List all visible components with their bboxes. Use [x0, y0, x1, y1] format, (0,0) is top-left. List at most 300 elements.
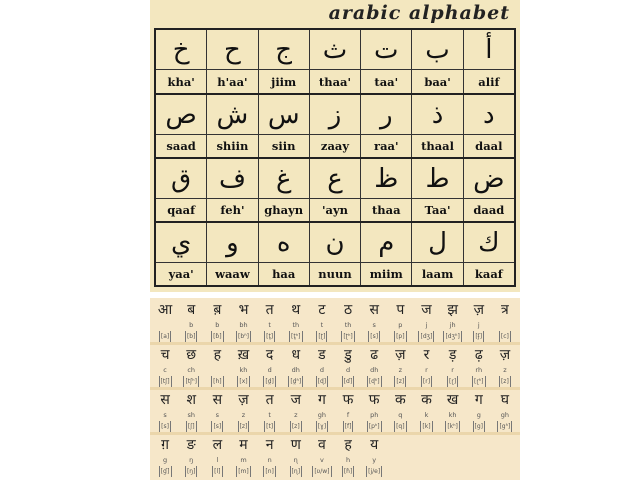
arabic-letter-cell — [207, 223, 258, 285]
devanagari-cell — [335, 345, 361, 387]
devanagari-ipa: [a] — [160, 333, 170, 340]
arabic-letter-name: taa' — [374, 75, 399, 89]
arabic-letter: ن — [310, 223, 360, 263]
arabic-letter-name: kha' — [167, 75, 195, 89]
arabic-letter-name: 'ayn — [321, 203, 348, 217]
devanagari-cell — [152, 435, 178, 477]
devanagari-cell — [387, 300, 413, 342]
arabic-letter: ع — [310, 159, 360, 199]
arabic-letter-name: miim — [369, 267, 403, 281]
devanagari-transliteration: h — [345, 456, 351, 464]
devanagari-ipa: [k] — [422, 423, 431, 430]
devanagari-letter: फ — [342, 392, 354, 408]
devanagari-transliteration: g — [163, 456, 168, 464]
devanagari-transliteration: ŋ — [189, 456, 194, 464]
devanagari-ipa: [l] — [214, 468, 221, 475]
arabic-letter: ث — [310, 30, 360, 70]
devanagari-letter: झ — [447, 302, 458, 318]
arabic-letter-name: zaay — [320, 139, 350, 153]
devanagari-cell — [283, 300, 309, 342]
devanagari-transliteration: l — [216, 456, 219, 464]
devanagari-letter: ड — [318, 347, 326, 363]
arabic-letter: ظ — [361, 159, 411, 199]
arabic-letter-cell — [412, 95, 463, 157]
devanagari-letter: ख — [446, 392, 459, 408]
devanagari-ipa: [s] — [213, 423, 222, 430]
devanagari-letter: ज — [290, 392, 301, 408]
devanagari-ipa: [g] — [474, 423, 483, 430]
devanagari-ipa: [r] — [422, 378, 431, 385]
arabic-letter-name: jiim — [271, 75, 297, 89]
devanagari-transliteration: gh — [500, 411, 510, 419]
arabic-letter-cell — [259, 95, 310, 157]
devanagari-row — [152, 435, 518, 477]
arabic-letter-cell — [310, 159, 361, 221]
devanagari-transliteration: s — [372, 321, 376, 329]
arabic-letter-name: haa — [272, 267, 296, 281]
arabic-letter-cell — [310, 95, 361, 157]
devanagari-cell — [335, 390, 361, 432]
arabic-letter-cell — [412, 159, 463, 221]
devanagari-transliteration: c — [163, 366, 167, 374]
devanagari-cell — [204, 390, 230, 432]
devanagari-transliteration: bh — [239, 321, 248, 329]
devanagari-ipa: [ɣ] — [317, 423, 327, 430]
devanagari-ipa: [z] — [500, 378, 509, 385]
devanagari-letter: श — [186, 392, 196, 408]
devanagari-cell — [361, 300, 387, 342]
devanagari-letter: ख़ — [237, 347, 250, 363]
devanagari-letter: य — [370, 437, 379, 453]
arabic-letter-name: thaa — [371, 203, 401, 217]
devanagari-letter: क — [394, 392, 406, 408]
devanagari-letter: ब़ — [213, 302, 222, 318]
devanagari-cell-empty — [440, 435, 466, 477]
devanagari-ipa: [kʰ] — [447, 423, 458, 430]
devanagari-cell — [309, 390, 335, 432]
devanagari-transliteration: t — [320, 321, 324, 329]
devanagari-letter: स — [160, 392, 170, 408]
devanagari-ipa: [dʒ] — [420, 333, 433, 340]
devanagari-letter: ध — [291, 347, 301, 363]
arabic-letter: ف — [207, 159, 257, 199]
arabic-row — [156, 159, 514, 221]
devanagari-cell — [257, 435, 283, 477]
devanagari-cell — [440, 300, 466, 342]
arabic-letter: و — [207, 223, 257, 263]
arabic-letter-cell — [259, 30, 310, 94]
arabic-letter: ط — [412, 159, 462, 199]
arabic-letter-cell — [207, 30, 258, 94]
devanagari-cell — [283, 345, 309, 387]
devanagari-ipa: [ɦ] — [343, 468, 353, 475]
devanagari-ipa: [ʃ] — [187, 423, 195, 430]
devanagari-letter: त्र — [501, 302, 509, 318]
devanagari-cell — [257, 345, 283, 387]
arabic-letter: س — [259, 95, 309, 135]
devanagari-letter: ग — [317, 392, 326, 408]
devanagari-letter: ज़ — [499, 347, 511, 363]
devanagari-letter: म — [239, 437, 248, 453]
devanagari-row — [152, 300, 518, 342]
arabic-letter: ه — [259, 223, 309, 263]
devanagari-ipa: [dʒʱ] — [445, 333, 460, 340]
arabic-letter-cell — [207, 95, 258, 157]
devanagari-letter: व — [318, 437, 326, 453]
devanagari-transliteration: th — [344, 321, 352, 329]
devanagari-ipa: [t̪ʰ] — [291, 333, 301, 340]
devanagari-letter: न — [265, 437, 274, 453]
devanagari-ipa: [s] — [370, 333, 379, 340]
arabic-letter: ز — [310, 95, 360, 135]
devanagari-transliteration: t — [268, 321, 271, 329]
arabic-letter-name: Taa' — [424, 203, 451, 217]
devanagari-ipa: [b] — [186, 333, 196, 340]
devanagari-letter: ज़ — [395, 347, 406, 363]
arabic-letter-cell — [361, 30, 412, 94]
devanagari-ipa: [p] — [396, 333, 405, 340]
devanagari-cell-empty — [413, 435, 439, 477]
arabic-letter: ح — [207, 30, 257, 70]
devanagari-ipa: [c] — [500, 333, 509, 340]
devanagari-letter: त — [265, 392, 274, 408]
devanagari-ipa: [ɽ] — [449, 378, 457, 385]
devanagari-letter: ज — [421, 302, 432, 318]
arabic-letter: ك — [464, 223, 514, 263]
devanagari-cell — [152, 390, 178, 432]
devanagari-letter: ड़ — [448, 347, 457, 363]
devanagari-letter: थ — [291, 302, 301, 318]
devanagari-cell — [361, 435, 387, 477]
devanagari-cell — [152, 345, 178, 387]
arabic-letter-name: daal — [475, 139, 503, 153]
devanagari-letter: ढ़ — [474, 347, 483, 363]
devanagari-letter: आ — [157, 302, 173, 318]
devanagari-ipa: [j/e] — [368, 468, 381, 475]
devanagari-letter: ग — [474, 392, 483, 408]
arabic-letter-grid — [154, 28, 516, 287]
devanagari-transliteration: dh — [370, 366, 379, 374]
devanagari-cell — [413, 345, 439, 387]
devanagari-letter: ग़ — [161, 437, 170, 453]
arabic-letter: خ — [156, 30, 206, 70]
devanagari-letter: ल — [212, 437, 223, 453]
devanagari-transliteration: z — [294, 411, 298, 419]
devanagari-alphabet-chart — [150, 298, 520, 480]
devanagari-letter: ह — [213, 347, 222, 363]
devanagari-cell — [204, 435, 230, 477]
devanagari-ipa: [f] — [344, 423, 352, 430]
arabic-letter: م — [361, 223, 411, 263]
devanagari-transliteration: j — [477, 321, 480, 329]
devanagari-ipa: [ɖʱ] — [368, 378, 380, 385]
devanagari-cell — [283, 435, 309, 477]
arabic-letter-cell — [464, 95, 514, 157]
devanagari-letter: द — [265, 347, 274, 363]
devanagari-cell — [413, 300, 439, 342]
arabic-letter-name: feh' — [220, 203, 245, 217]
devanagari-ipa: [pʰ] — [368, 423, 380, 430]
devanagari-letter: स — [369, 302, 379, 318]
devanagari-cell — [178, 300, 204, 342]
devanagari-ipa: [d̪ʱ] — [290, 378, 302, 385]
arabic-letter-cell — [464, 30, 514, 94]
arabic-letter-cell — [156, 223, 207, 285]
devanagari-letter: ब — [187, 302, 196, 318]
devanagari-ipa: [q] — [396, 423, 405, 430]
devanagari-transliteration: v — [319, 456, 324, 464]
devanagari-cell — [466, 345, 492, 387]
devanagari-cell — [335, 300, 361, 342]
devanagari-transliteration: k — [424, 411, 429, 419]
devanagari-cell — [283, 390, 309, 432]
devanagari-ipa: [z] — [396, 378, 405, 385]
devanagari-cell — [204, 300, 230, 342]
devanagari-cell-empty — [492, 435, 518, 477]
devanagari-cell — [257, 390, 283, 432]
devanagari-transliteration: s — [215, 411, 220, 419]
devanagari-ipa: [n] — [265, 468, 274, 475]
devanagari-ipa: [ʈ] — [318, 333, 326, 340]
devanagari-letter: ट — [318, 302, 326, 318]
arabic-letter-name: h'aa' — [217, 75, 248, 89]
devanagari-letter: क — [421, 392, 432, 408]
devanagari-transliteration: z — [241, 411, 246, 419]
devanagari-ipa: [bʱ] — [238, 333, 249, 340]
arabic-letter-cell — [156, 30, 207, 94]
devanagari-letter: छ — [186, 347, 197, 363]
devanagari-transliteration: kh — [239, 366, 248, 374]
devanagari-transliteration: jh — [449, 321, 456, 329]
arabic-letter-name: thaal — [421, 139, 455, 153]
devanagari-ipa: [ʋ/w] — [314, 468, 330, 475]
arabic-letter-cell — [464, 223, 514, 285]
devanagari-cell — [361, 345, 387, 387]
devanagari-cell — [440, 390, 466, 432]
devanagari-transliteration: kh — [448, 411, 457, 419]
devanagari-cell — [492, 390, 518, 432]
devanagari-ipa: [h] — [213, 378, 222, 385]
devanagari-ipa: [z] — [239, 423, 248, 430]
arabic-letter-cell — [259, 159, 310, 221]
devanagari-transliteration: p — [398, 321, 403, 329]
devanagari-cell — [387, 345, 413, 387]
devanagari-transliteration: d — [267, 366, 272, 374]
devanagari-transliteration: ph — [370, 411, 379, 419]
arabic-letter: ض — [464, 159, 514, 199]
arabic-letter: ت — [361, 30, 411, 70]
devanagari-letter: घ — [500, 392, 510, 408]
devanagari-transliteration: b — [189, 321, 194, 329]
devanagari-transliteration: s — [163, 411, 167, 419]
devanagari-transliteration: r — [451, 366, 454, 374]
devanagari-ipa: [ɖ] — [317, 378, 327, 385]
devanagari-letter: ज़ — [473, 302, 484, 318]
devanagari-cell — [309, 300, 335, 342]
devanagari-transliteration: z — [503, 366, 507, 374]
arabic-letter-name: shiin — [216, 139, 249, 153]
devanagari-ipa: [x] — [239, 378, 248, 385]
devanagari-transliteration: j — [425, 321, 428, 329]
arabic-letter: ذ — [412, 95, 462, 135]
arabic-letter: ب — [412, 30, 462, 70]
devanagari-ipa: [ʄ] — [475, 333, 483, 340]
arabic-letter-cell — [156, 95, 207, 157]
devanagari-letter: स — [212, 392, 223, 408]
arabic-letter-cell — [361, 223, 412, 285]
devanagari-cell — [178, 390, 204, 432]
arabic-letter-name: raa' — [374, 139, 399, 153]
devanagari-letter: ढ — [370, 347, 379, 363]
devanagari-transliteration: q — [398, 411, 403, 419]
devanagari-transliteration: rh — [475, 366, 483, 374]
devanagari-letter: ठ — [343, 302, 353, 318]
devanagari-transliteration: g — [476, 411, 481, 419]
devanagari-cell — [492, 345, 518, 387]
devanagari-ipa: [d̪] — [265, 378, 274, 385]
arabic-letter-name: kaaf — [474, 267, 503, 281]
devanagari-cell — [440, 345, 466, 387]
arabic-letter: ق — [156, 159, 206, 199]
arabic-letter: ص — [156, 95, 206, 135]
arabic-letter: ي — [156, 223, 206, 263]
arabic-letter-name: waaw — [215, 267, 250, 281]
arabic-letter-name: siin — [271, 139, 296, 153]
devanagari-transliteration: dh — [291, 366, 300, 374]
arabic-letter: ش — [207, 95, 257, 135]
devanagari-letter: भ — [238, 302, 249, 318]
arabic-letter-name: laam — [421, 267, 454, 281]
devanagari-cell — [178, 345, 204, 387]
devanagari-letter: ण — [290, 437, 301, 453]
arabic-alphabet-chart — [150, 0, 520, 292]
devanagari-transliteration: z — [398, 366, 403, 374]
arabic-letter-cell — [412, 30, 463, 94]
devanagari-cell-empty — [466, 435, 492, 477]
devanagari-ipa: [m] — [238, 468, 249, 475]
devanagari-ipa: [tʃ] — [160, 378, 170, 385]
arabic-letter-name: thaa' — [318, 75, 352, 89]
devanagari-transliteration: sh — [187, 411, 195, 419]
arabic-letter-cell — [412, 223, 463, 285]
arabic-letter: ج — [259, 30, 309, 70]
arabic-letter-name: daad — [473, 203, 505, 217]
arabic-letter-name: nuun — [318, 267, 352, 281]
arabic-letter-name: saad — [166, 139, 196, 153]
devanagari-letter: ज़ — [238, 392, 249, 408]
arabic-letter-name: qaaf — [167, 203, 196, 217]
arabic-letter-cell — [259, 223, 310, 285]
devanagari-transliteration: y — [372, 456, 377, 464]
devanagari-cell — [309, 435, 335, 477]
devanagari-cell — [413, 390, 439, 432]
devanagari-cell — [230, 435, 256, 477]
arabic-letter-name: ghayn — [264, 203, 304, 217]
devanagari-transliteration: d — [345, 366, 351, 374]
devanagari-transliteration: ɳ — [293, 456, 298, 464]
arabic-letter: د — [464, 95, 514, 135]
devanagari-ipa: [tʃʰ] — [185, 378, 197, 385]
devanagari-ipa: [z] — [291, 423, 300, 430]
devanagari-letter: डु — [344, 347, 352, 363]
arabic-letter-cell — [464, 159, 514, 221]
arabic-letter-cell — [361, 159, 412, 221]
devanagari-ipa: [t̪] — [266, 333, 274, 340]
arabic-letter-name: alif — [478, 75, 500, 89]
devanagari-cell — [230, 345, 256, 387]
devanagari-ipa: [ɗ] — [343, 378, 353, 385]
devanagari-cell — [335, 435, 361, 477]
devanagari-letter: त — [265, 302, 274, 318]
devanagari-ipa: [ɳ] — [291, 468, 301, 475]
devanagari-letter: ह — [344, 437, 352, 453]
devanagari-letter: फ — [368, 392, 380, 408]
devanagari-transliteration: t — [268, 411, 271, 419]
devanagari-ipa: [ɓ] — [213, 333, 222, 340]
devanagari-transliteration: ch — [187, 366, 196, 374]
devanagari-letter: र — [423, 347, 430, 363]
devanagari-letter: ङ — [186, 437, 196, 453]
devanagari-ipa: [ɠ] — [160, 468, 170, 475]
arabic-letter-cell — [156, 159, 207, 221]
arabic-letter-cell — [310, 30, 361, 94]
devanagari-cell — [466, 390, 492, 432]
devanagari-cell — [257, 300, 283, 342]
devanagari-cell — [361, 390, 387, 432]
devanagari-cell — [492, 300, 518, 342]
devanagari-cell — [309, 345, 335, 387]
devanagari-ipa: [t] — [266, 423, 274, 430]
devanagari-row — [152, 345, 518, 387]
devanagari-cell-empty — [387, 435, 413, 477]
arabic-letter: غ — [259, 159, 309, 199]
devanagari-transliteration: d — [319, 366, 324, 374]
devanagari-ipa: [ŋ] — [186, 468, 196, 475]
devanagari-cell — [230, 300, 256, 342]
arabic-row — [156, 30, 514, 94]
devanagari-cell — [387, 390, 413, 432]
devanagari-ipa: [ɽʱ] — [473, 378, 484, 385]
devanagari-ipa: [ʈʰ] — [343, 333, 353, 340]
arabic-letter: أ — [464, 30, 514, 70]
arabic-letter-cell — [310, 223, 361, 285]
arabic-letter: ل — [412, 223, 462, 263]
arabic-row — [156, 95, 514, 157]
devanagari-cell — [230, 390, 256, 432]
devanagari-transliteration: m — [240, 456, 247, 464]
devanagari-transliteration: th — [292, 321, 300, 329]
devanagari-cell — [204, 345, 230, 387]
devanagari-letter: प — [396, 302, 405, 318]
arabic-row — [156, 223, 514, 285]
arabic-letter-cell — [361, 95, 412, 157]
devanagari-ipa: [gʱ] — [499, 423, 511, 430]
devanagari-cell — [466, 300, 492, 342]
devanagari-cell — [152, 300, 178, 342]
devanagari-transliteration: gh — [317, 411, 327, 419]
arabic-letter-name: yaa' — [168, 267, 194, 281]
arabic-letter-name: baa' — [424, 75, 451, 89]
arabic-letter: ر — [361, 95, 411, 135]
devanagari-row — [152, 390, 518, 432]
arabic-chart-title: arabic alphabet — [328, 2, 510, 24]
devanagari-transliteration: f — [346, 411, 350, 419]
devanagari-transliteration: n — [267, 456, 272, 464]
devanagari-ipa: [s] — [161, 423, 169, 430]
arabic-letter-cell — [207, 159, 258, 221]
devanagari-letter: च — [160, 347, 170, 363]
devanagari-cell — [178, 435, 204, 477]
